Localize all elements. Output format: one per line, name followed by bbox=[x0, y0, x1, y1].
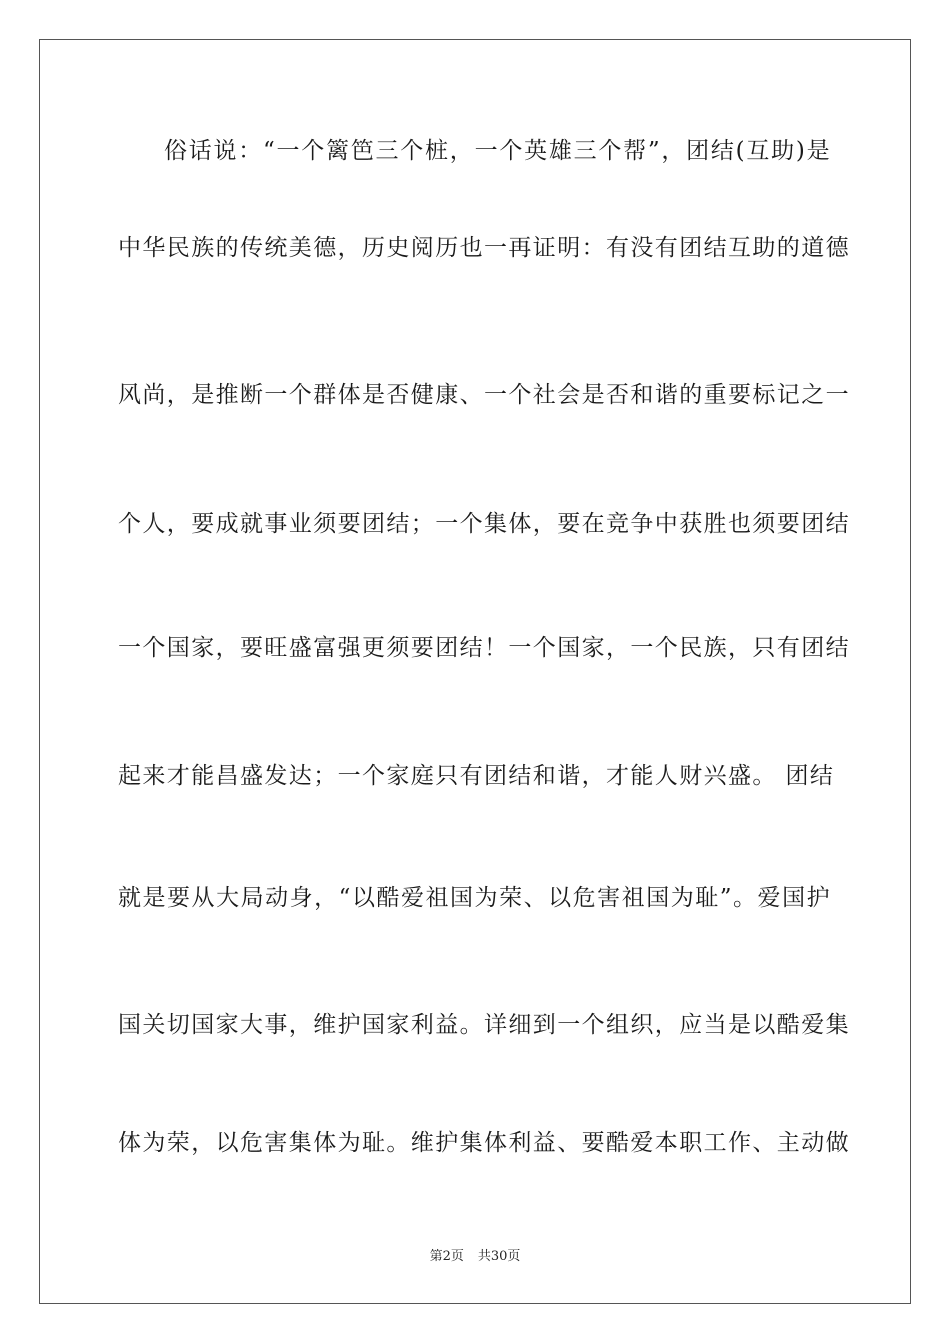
paragraph-line-6: 起来才能昌盛发达；一个家庭只有团结和谐，才能人财兴盛。 团结 bbox=[118, 763, 835, 789]
page-number: 第2页 bbox=[429, 1249, 464, 1264]
paragraph-line-8: 国关切国家大事，维护国家利益。详细到一个组织，应当是以酷爱集 bbox=[118, 1012, 850, 1038]
paragraph-line-1: 俗话说：“一个篱笆三个桩，一个英雄三个帮”，团结(互助)是 bbox=[164, 138, 831, 164]
paragraph-line-9: 体为荣，以危害集体为耻。维护集体利益、要酷爱本职工作、主动做 bbox=[118, 1130, 850, 1156]
paragraph-line-3: 风尚，是推断一个群体是否健康、一个社会是否和谐的重要标记之一 bbox=[118, 382, 850, 408]
total-pages: 共30页 bbox=[477, 1249, 521, 1264]
paragraph-line-4: 个人，要成就事业须要团结；一个集体，要在竞争中获胜也须要团结 bbox=[118, 511, 850, 537]
paragraph-line-7: 就是要从大局动身，“以酷爱祖国为荣、以危害祖国为耻”。爱国护 bbox=[118, 885, 831, 911]
paragraph-line-5: 一个国家，要旺盛富强更须要团结！一个国家，一个民族，只有团结 bbox=[118, 635, 850, 661]
page-border bbox=[39, 39, 911, 1304]
paragraph-line-2: 中华民族的传统美德，历史阅历也一再证明：有没有团结互助的道德 bbox=[118, 235, 850, 261]
page-footer bbox=[0, 1245, 950, 1264]
